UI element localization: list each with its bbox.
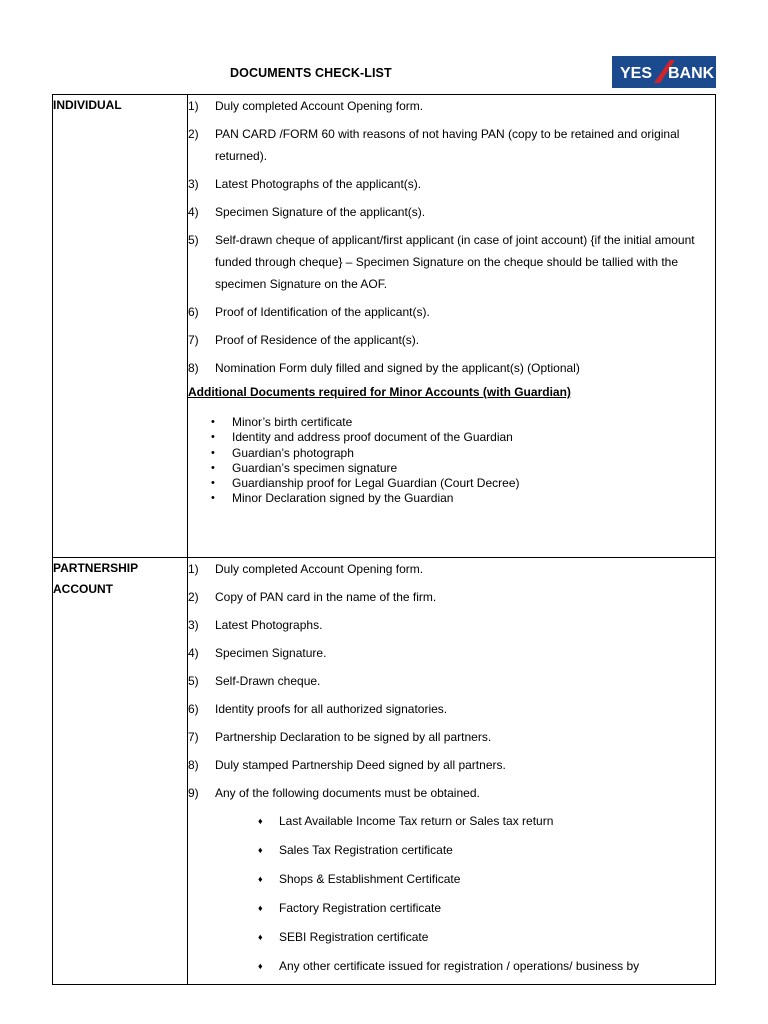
individual-item bbox=[188, 95, 715, 117]
item-text: PAN CARD /FORM 60 with reasons of not having PAN (copy to be retained and original returned). bbox=[215, 127, 680, 163]
list-item-text: Minor Declaration signed by the Guardian bbox=[232, 491, 454, 506]
item-text: Proof of Identification of the applicant(s). bbox=[215, 305, 430, 319]
document-option-item bbox=[258, 926, 715, 948]
item-number: 4) bbox=[188, 205, 199, 219]
item-text: Any of the following documents must be obtained. bbox=[215, 786, 480, 800]
list-item-text: Factory Registration certificate bbox=[279, 901, 442, 915]
item-number: 2) bbox=[188, 590, 199, 604]
diamond-bullet-icon: ♦ bbox=[258, 874, 263, 884]
individual-category-cell bbox=[53, 95, 188, 558]
item-text: Duly completed Account Opening form. bbox=[215, 562, 424, 576]
partnership-item bbox=[188, 614, 715, 636]
partnership-document-options-list bbox=[188, 810, 715, 977]
bullet-icon: • bbox=[211, 416, 215, 428]
list-item-text: Identity and address proof document of the Guardian bbox=[232, 430, 513, 445]
individual-item bbox=[188, 123, 715, 167]
minor-document-item bbox=[211, 491, 715, 506]
item-text: Self-drawn cheque of applicant/first applicant (in case of joint account) {if the initial amount funded through cheque} – Specimen Signature on the cheque should be tallied with the specimen Signature on the AOF. bbox=[215, 233, 695, 291]
item-number: 1) bbox=[188, 562, 199, 576]
diamond-bullet-icon: ♦ bbox=[258, 816, 263, 826]
individual-item-list bbox=[188, 95, 715, 379]
partnership-item bbox=[188, 558, 715, 580]
item-number: 7) bbox=[188, 333, 199, 347]
partnership-category-cell bbox=[53, 558, 188, 985]
minor-document-item bbox=[211, 415, 715, 430]
partnership-item bbox=[188, 586, 715, 608]
document-option-item bbox=[258, 955, 715, 977]
individual-item bbox=[188, 201, 715, 223]
item-text: Self-Drawn cheque. bbox=[215, 674, 321, 688]
individual-item bbox=[188, 329, 715, 351]
bullet-icon: • bbox=[211, 446, 215, 459]
item-text: Specimen Signature. bbox=[215, 646, 327, 660]
logo-text-yes: YES bbox=[620, 65, 653, 82]
diamond-bullet-icon: ♦ bbox=[258, 961, 263, 971]
item-number: 8) bbox=[188, 758, 199, 772]
item-number: 7) bbox=[188, 730, 199, 744]
item-text: Duly stamped Partnership Deed signed by all partners. bbox=[215, 758, 506, 772]
partnership-item bbox=[188, 670, 715, 692]
list-item-text: SEBI Registration certificate bbox=[279, 930, 429, 944]
item-text: Proof of Residence of the applicant(s). bbox=[215, 333, 420, 347]
logo-text-bank: BANK bbox=[668, 65, 715, 82]
item-text: Specimen Signature of the applicant(s). bbox=[215, 205, 426, 219]
minor-document-item bbox=[211, 461, 715, 476]
diamond-bullet-icon: ♦ bbox=[258, 932, 263, 942]
list-item-text: Guardianship proof for Legal Guardian (Court Decree) bbox=[232, 476, 520, 491]
item-number: 3) bbox=[188, 177, 199, 191]
list-item-text: Guardian’s specimen signature bbox=[232, 460, 398, 475]
individual-item bbox=[188, 229, 715, 295]
bullet-icon: • bbox=[211, 477, 215, 490]
partnership-item bbox=[188, 754, 715, 776]
item-text: Nomination Form duly filled and signed by the applicant(s) (Optional) bbox=[215, 361, 580, 375]
document-option-item bbox=[258, 897, 715, 919]
individual-row bbox=[53, 95, 716, 558]
list-item-text: Any other certificate issued for registration / operations/ business by bbox=[279, 959, 640, 973]
item-text: Identity proofs for all authorized signatories. bbox=[215, 702, 448, 716]
partnership-item-list bbox=[188, 558, 715, 804]
yes-bank-logo bbox=[612, 56, 716, 88]
bullet-icon: • bbox=[211, 431, 215, 444]
document-option-item bbox=[258, 810, 715, 832]
individual-item bbox=[188, 357, 715, 379]
individual-items-cell bbox=[188, 95, 716, 558]
minor-document-list bbox=[188, 415, 715, 507]
partnership-row bbox=[53, 558, 716, 985]
individual-label: INDIVIDUAL bbox=[53, 98, 122, 112]
partnership-items-cell bbox=[188, 558, 716, 985]
item-text: Partnership Declaration to be signed by all partners. bbox=[215, 730, 492, 744]
individual-item bbox=[188, 173, 715, 195]
item-text: Duly completed Account Opening form. bbox=[215, 99, 424, 113]
item-number: 8) bbox=[188, 361, 199, 375]
partnership-label: PARTNERSHIP ACCOUNT bbox=[53, 561, 138, 596]
minor-document-item bbox=[211, 476, 715, 491]
list-item-text: Minor’s birth certificate bbox=[232, 415, 353, 429]
item-number: 6) bbox=[188, 702, 199, 716]
item-text: Copy of PAN card in the name of the firm. bbox=[215, 590, 437, 604]
item-number: 4) bbox=[188, 646, 199, 660]
item-text: Latest Photographs. bbox=[215, 618, 323, 632]
minor-documents-heading: Additional Documents required for Minor Accounts (with Guardian) bbox=[188, 385, 571, 399]
item-number: 5) bbox=[188, 674, 199, 688]
item-number: 3) bbox=[188, 618, 199, 632]
diamond-bullet-icon: ♦ bbox=[258, 845, 263, 855]
list-item-text: Last Available Income Tax return or Sales tax return bbox=[279, 814, 554, 828]
individual-item bbox=[188, 301, 715, 323]
item-number: 9) bbox=[188, 786, 199, 800]
list-item-text: Sales Tax Registration certificate bbox=[279, 843, 453, 857]
partnership-item bbox=[188, 782, 715, 804]
document-option-item bbox=[258, 839, 715, 861]
document-option-item bbox=[258, 868, 715, 890]
minor-document-item bbox=[211, 446, 715, 461]
item-number: 6) bbox=[188, 305, 199, 319]
item-number: 2) bbox=[188, 127, 199, 141]
checklist-table bbox=[52, 94, 716, 985]
partnership-item bbox=[188, 642, 715, 664]
bullet-icon: • bbox=[211, 461, 215, 474]
item-text: Latest Photographs of the applicant(s). bbox=[215, 177, 422, 191]
partnership-item bbox=[188, 726, 715, 748]
list-item-text: Guardian’s photograph bbox=[232, 445, 354, 460]
item-number: 1) bbox=[188, 99, 199, 113]
partnership-item bbox=[188, 698, 715, 720]
item-number: 5) bbox=[188, 233, 199, 247]
document-title: DOCUMENTS CHECK-LIST bbox=[230, 66, 392, 80]
minor-document-item bbox=[211, 430, 715, 445]
list-item-text: Shops & Establishment Certificate bbox=[279, 872, 461, 886]
bullet-icon: • bbox=[211, 492, 215, 505]
diamond-bullet-icon: ♦ bbox=[258, 903, 263, 913]
